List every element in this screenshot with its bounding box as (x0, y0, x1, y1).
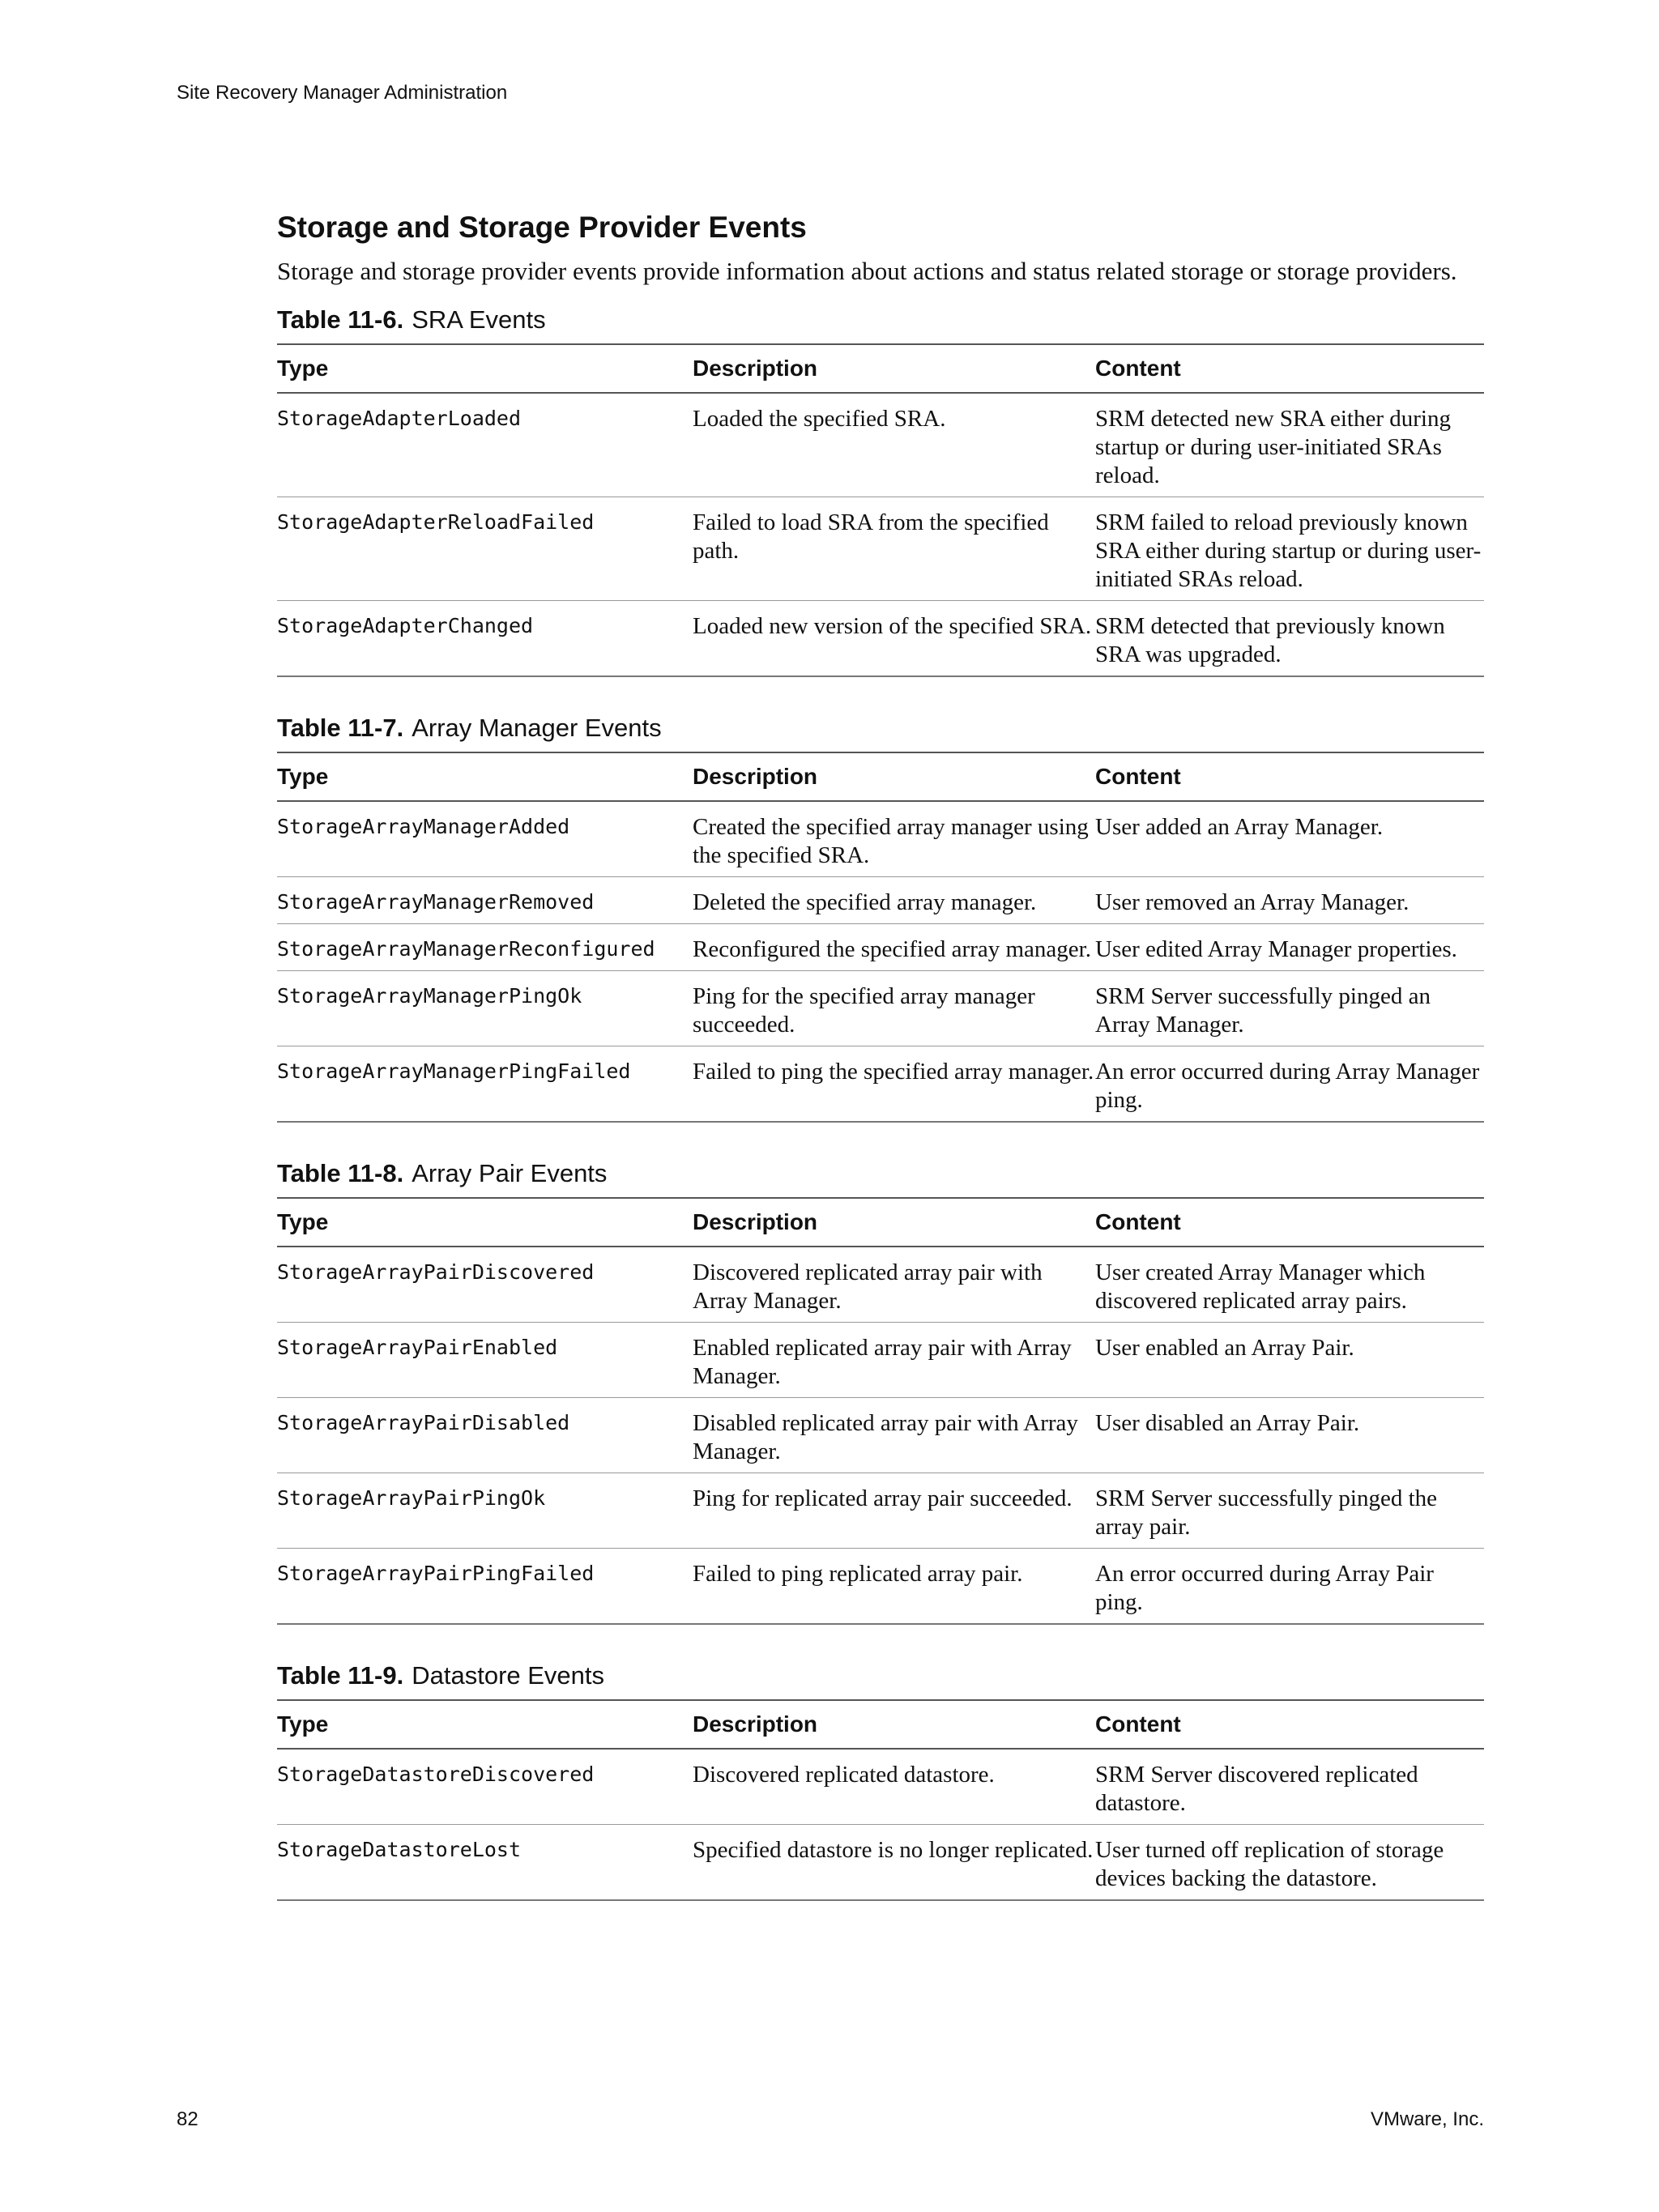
event-content: SRM Server discovered replicated datastore. (1095, 1749, 1484, 1825)
event-type: StorageArrayManagerReconfigured (277, 924, 693, 971)
table-row (277, 1825, 1484, 1901)
event-description: Disabled replicated array pair with Array Manager. (693, 1398, 1095, 1473)
event-content: An error occurred during Array Pair ping. (1095, 1549, 1484, 1625)
event-content: An error occurred during Array Manager ping. (1095, 1046, 1484, 1123)
table-title: SRA Events (412, 305, 546, 334)
table-row (277, 971, 1484, 1046)
table-datastore-events (277, 1660, 1484, 1901)
event-content: SRM failed to reload previously known SRA either during startup or during user-initiated SRAs reload. (1095, 497, 1484, 601)
event-description: Reconfigured the specified array manager. (693, 924, 1095, 971)
column-header-type: Type (277, 1700, 693, 1749)
events-table (277, 343, 1484, 677)
table-row (277, 1549, 1484, 1625)
table-row (277, 1473, 1484, 1549)
event-type: StorageArrayPairPingFailed (277, 1549, 693, 1625)
column-header-type: Type (277, 1198, 693, 1247)
table-number: Table 11-7. (277, 714, 404, 742)
table-header-row (277, 1700, 1484, 1749)
table-row (277, 1398, 1484, 1473)
column-header-content: Content (1095, 752, 1484, 801)
column-header-description: Description (693, 344, 1095, 393)
event-content: SRM detected new SRA either during startup or during user-initiated SRAs reload. (1095, 393, 1484, 497)
events-table (277, 752, 1484, 1123)
event-content: SRM detected that previously known SRA was upgraded. (1095, 601, 1484, 677)
event-type: StorageArrayManagerPingOk (277, 971, 693, 1046)
event-description: Ping for the specified array manager succeeded. (693, 971, 1095, 1046)
table-title: Array Pair Events (412, 1159, 608, 1187)
event-content: User added an Array Manager. (1095, 801, 1484, 877)
table-caption (277, 1158, 1484, 1197)
event-content: User disabled an Array Pair. (1095, 1398, 1484, 1473)
event-description: Loaded new version of the specified SRA. (693, 601, 1095, 677)
table-header-row (277, 752, 1484, 801)
table-row (277, 1046, 1484, 1123)
table-header-row (277, 344, 1484, 393)
event-type: StorageAdapterReloadFailed (277, 497, 693, 601)
column-header-description: Description (693, 1700, 1095, 1749)
event-type: StorageArrayManagerPingFailed (277, 1046, 693, 1123)
event-description: Failed to load SRA from the specified path. (693, 497, 1095, 601)
column-header-type: Type (277, 752, 693, 801)
table-header-row (277, 1198, 1484, 1247)
events-table (277, 1699, 1484, 1901)
running-header: Site Recovery Manager Administration (177, 82, 508, 104)
event-description: Created the specified array manager using the specified SRA. (693, 801, 1095, 877)
column-header-content: Content (1095, 1700, 1484, 1749)
event-type: StorageDatastoreLost (277, 1825, 693, 1901)
event-content: User removed an Array Manager. (1095, 877, 1484, 924)
event-content: User created Array Manager which discovered replicated array pairs. (1095, 1247, 1484, 1323)
table-number: Table 11-6. (277, 305, 404, 334)
section-title: Storage and Storage Provider Events (277, 211, 807, 244)
table-array-manager-events (277, 713, 1484, 1123)
event-type: StorageArrayPairPingOk (277, 1473, 693, 1549)
table-row (277, 924, 1484, 971)
event-content: SRM Server successfully pinged an Array Manager. (1095, 971, 1484, 1046)
event-description: Failed to ping replicated array pair. (693, 1549, 1095, 1625)
event-content: SRM Server successfully pinged the array pair. (1095, 1473, 1484, 1549)
table-title: Datastore Events (412, 1661, 605, 1690)
table-number: Table 11-9. (277, 1661, 404, 1690)
event-type: StorageArrayManagerRemoved (277, 877, 693, 924)
event-type: StorageArrayPairDiscovered (277, 1247, 693, 1323)
table-row (277, 1323, 1484, 1398)
event-type: StorageAdapterLoaded (277, 393, 693, 497)
event-content: User edited Array Manager properties. (1095, 924, 1484, 971)
event-type: StorageArrayPairEnabled (277, 1323, 693, 1398)
table-row (277, 877, 1484, 924)
section-intro: Storage and storage provider events provide information about actions and status related storage or storage providers. (277, 257, 1457, 285)
company-name: VMware, Inc. (1370, 2108, 1484, 2130)
column-header-description: Description (693, 752, 1095, 801)
table-row (277, 601, 1484, 677)
column-header-type: Type (277, 344, 693, 393)
table-caption (277, 305, 1484, 343)
table-array-pair-events (277, 1158, 1484, 1625)
event-type: StorageArrayManagerAdded (277, 801, 693, 877)
page-content (277, 209, 1484, 1901)
event-type: StorageAdapterChanged (277, 601, 693, 677)
column-header-content: Content (1095, 344, 1484, 393)
table-row (277, 393, 1484, 497)
table-title: Array Manager Events (412, 714, 662, 742)
table-caption (277, 713, 1484, 752)
event-content: User enabled an Array Pair. (1095, 1323, 1484, 1398)
table-number: Table 11-8. (277, 1159, 404, 1187)
event-type: StorageDatastoreDiscovered (277, 1749, 693, 1825)
event-description: Discovered replicated array pair with Array Manager. (693, 1247, 1095, 1323)
event-description: Loaded the specified SRA. (693, 393, 1095, 497)
table-row (277, 497, 1484, 601)
event-description: Discovered replicated datastore. (693, 1749, 1095, 1825)
table-row (277, 1247, 1484, 1323)
table-row (277, 801, 1484, 877)
column-header-content: Content (1095, 1198, 1484, 1247)
table-caption (277, 1660, 1484, 1699)
event-content: User turned off replication of storage devices backing the datastore. (1095, 1825, 1484, 1901)
table-sra-events (277, 305, 1484, 677)
event-description: Ping for replicated array pair succeeded. (693, 1473, 1095, 1549)
events-table (277, 1197, 1484, 1625)
column-header-description: Description (693, 1198, 1095, 1247)
event-type: StorageArrayPairDisabled (277, 1398, 693, 1473)
event-description: Deleted the specified array manager. (693, 877, 1095, 924)
event-description: Specified datastore is no longer replicated. (693, 1825, 1095, 1901)
page-number: 82 (177, 2108, 198, 2130)
event-description: Failed to ping the specified array manager. (693, 1046, 1095, 1123)
table-row (277, 1749, 1484, 1825)
event-description: Enabled replicated array pair with Array Manager. (693, 1323, 1095, 1398)
